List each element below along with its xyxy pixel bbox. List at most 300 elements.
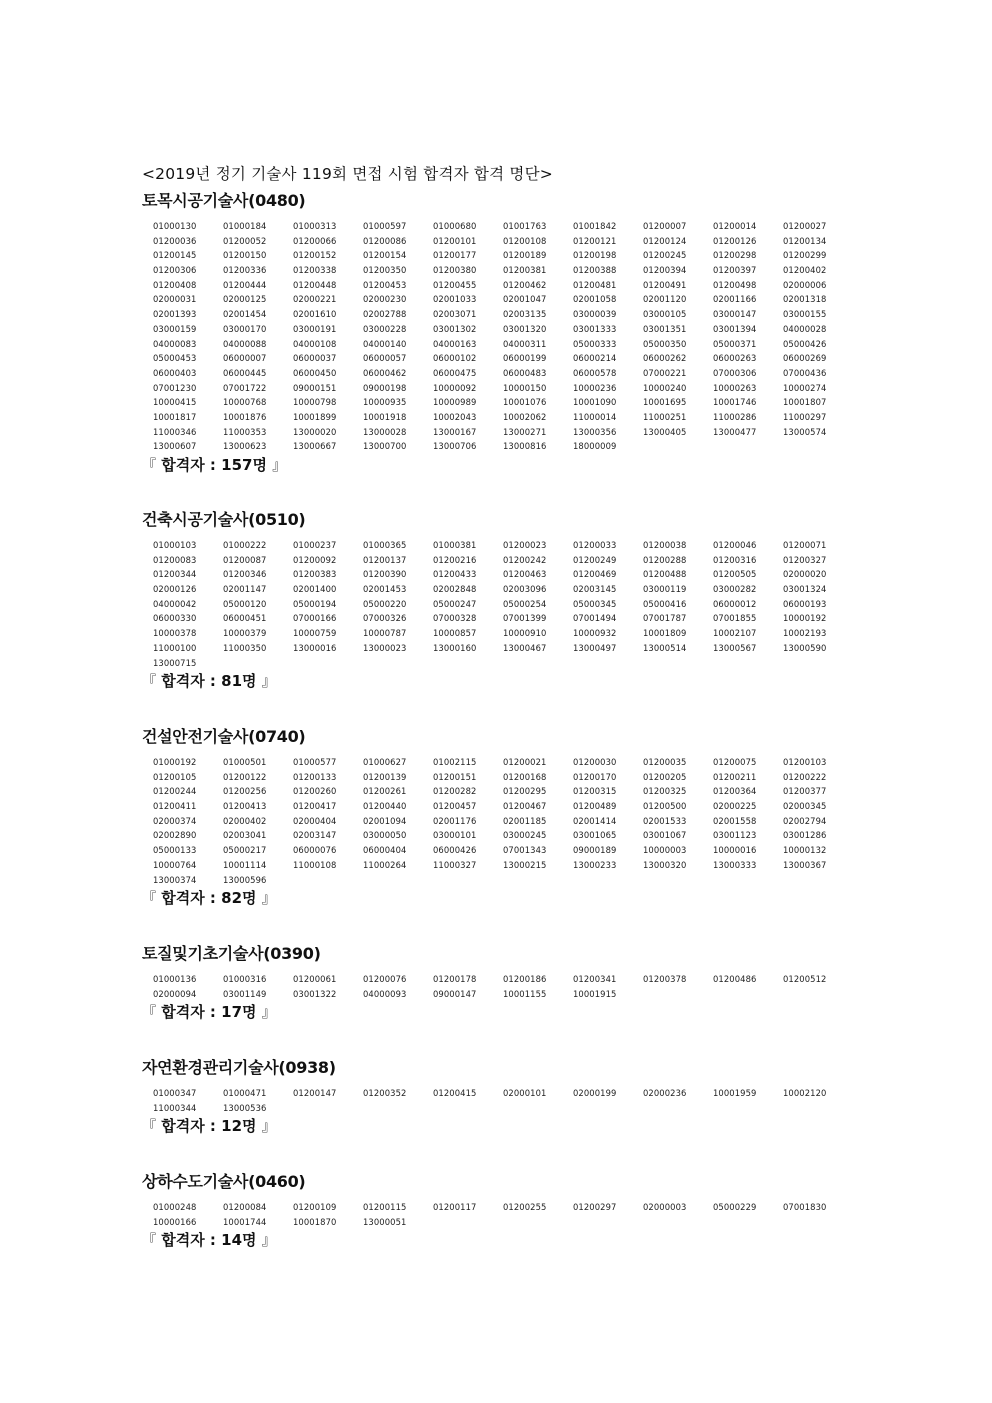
candidate-number: 01200137 xyxy=(363,554,407,565)
candidate-number: 06000483 xyxy=(503,367,547,378)
section-title: 토목시공기술사(0480) xyxy=(142,191,306,210)
candidate-number: 13000816 xyxy=(503,441,547,452)
candidate-number: 03000101 xyxy=(433,830,477,841)
candidate-number: 13000497 xyxy=(573,642,617,653)
candidate-number: 07001830 xyxy=(783,1202,827,1212)
candidate-number: 09000189 xyxy=(573,845,617,856)
candidate-number: 01200288 xyxy=(643,554,687,565)
candidate-number: 05000453 xyxy=(153,353,197,364)
section-title: 건설안전기술사(0740) xyxy=(142,727,306,746)
candidate-number: 01200147 xyxy=(293,1088,337,1098)
candidate-number: 02000345 xyxy=(783,801,827,812)
section-architecture-construction xyxy=(142,509,842,692)
candidate-number: 02001176 xyxy=(433,815,477,826)
candidate-number: 03000105 xyxy=(643,309,687,320)
candidate-number: 01200315 xyxy=(573,786,617,797)
candidate-number: 01200297 xyxy=(573,1202,617,1212)
candidate-number: 04000311 xyxy=(503,338,547,349)
candidate-number: 01200388 xyxy=(573,265,617,276)
candidate-number: 02001120 xyxy=(643,294,687,305)
candidate-number: 01200453 xyxy=(363,279,407,290)
candidate-number: 13000233 xyxy=(573,859,617,870)
candidate-number: 01000222 xyxy=(223,540,267,550)
candidate-number: 01200316 xyxy=(713,554,757,565)
candidate-number: 02001610 xyxy=(293,309,337,320)
candidate-number: 02002788 xyxy=(363,309,407,320)
candidate-number: 01200260 xyxy=(293,786,337,797)
candidate-number: 01200030 xyxy=(573,757,617,767)
candidate-number: 13000567 xyxy=(713,642,757,653)
candidate-number: 10001809 xyxy=(643,628,687,639)
candidate-number: 13000700 xyxy=(363,441,407,452)
candidate-number: 02000020 xyxy=(783,569,827,580)
candidate-number: 01200467 xyxy=(503,801,547,812)
candidate-number: 05000217 xyxy=(223,845,267,856)
candidate-number: 03001302 xyxy=(433,323,477,334)
candidate-number: 06000578 xyxy=(573,367,617,378)
candidate-number: 01200083 xyxy=(153,554,197,565)
candidate-number: 10002062 xyxy=(503,411,547,422)
candidate-number: 03001320 xyxy=(503,323,547,334)
candidate-number: 11000100 xyxy=(153,642,197,653)
candidate-number: 13000574 xyxy=(783,426,827,437)
candidate-number: 13000020 xyxy=(293,426,337,437)
candidate-number: 01200066 xyxy=(293,235,337,246)
number-list xyxy=(153,219,842,454)
candidate-number: 01200117 xyxy=(433,1202,477,1212)
candidate-number: 02000225 xyxy=(713,801,757,812)
candidate-number: 05000194 xyxy=(293,598,337,609)
candidate-number: 01200205 xyxy=(643,771,687,782)
candidate-number: 05000133 xyxy=(153,845,197,856)
candidate-number: 01000237 xyxy=(293,540,337,550)
candidate-number: 01200350 xyxy=(363,265,407,276)
candidate-number: 01200448 xyxy=(293,279,337,290)
candidate-number: 13000623 xyxy=(223,441,267,452)
candidate-number: 10000003 xyxy=(643,845,687,856)
candidate-number: 01000347 xyxy=(153,1088,197,1098)
section-title: 건축시공기술사(0510) xyxy=(142,510,306,529)
candidate-number: 01200105 xyxy=(153,771,197,782)
candidate-number: 13000023 xyxy=(363,642,407,653)
candidate-number: 10000236 xyxy=(573,382,617,393)
candidate-number: 10000150 xyxy=(503,382,547,393)
candidate-number: 06000193 xyxy=(783,598,827,609)
candidate-number: 01200394 xyxy=(643,265,687,276)
candidate-number: 07000436 xyxy=(783,367,827,378)
candidate-number: 01200101 xyxy=(433,235,477,246)
candidate-number: 10002107 xyxy=(713,628,757,639)
candidate-number: 02000199 xyxy=(573,1088,617,1098)
section-total: 『 합격자 : 82명 』 xyxy=(142,889,276,908)
candidate-number: 13000167 xyxy=(433,426,477,437)
number-list xyxy=(153,1086,842,1115)
candidate-number: 01000130 xyxy=(153,221,197,231)
candidate-number: 06000076 xyxy=(293,845,337,856)
candidate-number: 02001393 xyxy=(153,309,197,320)
candidate-number: 01200021 xyxy=(503,757,547,767)
candidate-number: 01200256 xyxy=(223,786,267,797)
candidate-number: 02001185 xyxy=(503,815,547,826)
candidate-number: 13000536 xyxy=(223,1102,267,1113)
candidate-number: 01000313 xyxy=(293,221,337,231)
candidate-number: 01200325 xyxy=(643,786,687,797)
candidate-number: 01000192 xyxy=(153,757,197,767)
candidate-number: 01200245 xyxy=(643,250,687,261)
candidate-number: 10000787 xyxy=(363,628,407,639)
candidate-number: 02000374 xyxy=(153,815,197,826)
candidate-number: 05000247 xyxy=(433,598,477,609)
candidate-number: 05000426 xyxy=(783,338,827,349)
candidate-number: 10001155 xyxy=(503,988,547,999)
section-title: 자연환경관리기술사(0938) xyxy=(142,1058,336,1077)
candidate-number: 01200086 xyxy=(363,235,407,246)
candidate-number: 06000445 xyxy=(223,367,267,378)
candidate-number: 09000198 xyxy=(363,382,407,393)
candidate-number: 01200500 xyxy=(643,801,687,812)
candidate-number: 07001399 xyxy=(503,613,547,624)
candidate-number: 02002794 xyxy=(783,815,827,826)
candidate-number: 01000577 xyxy=(293,757,337,767)
candidate-number: 10001807 xyxy=(783,397,827,408)
candidate-number: 01200390 xyxy=(363,569,407,580)
candidate-number: 11000108 xyxy=(293,859,337,870)
candidate-number: 01200092 xyxy=(293,554,337,565)
candidate-number: 13000016 xyxy=(293,642,337,653)
candidate-number: 01200178 xyxy=(433,974,477,984)
candidate-number: 01200152 xyxy=(293,250,337,261)
candidate-number: 01200242 xyxy=(503,554,547,565)
candidate-number: 07000326 xyxy=(363,613,407,624)
candidate-number: 01200415 xyxy=(433,1088,477,1098)
candidate-number: 01200177 xyxy=(433,250,477,261)
candidate-number: 03001149 xyxy=(223,988,267,999)
candidate-number: 06000037 xyxy=(293,353,337,364)
candidate-number: 13000607 xyxy=(153,441,197,452)
candidate-number: 06000269 xyxy=(783,353,827,364)
candidate-number: 11000350 xyxy=(223,642,267,653)
candidate-number: 18000009 xyxy=(573,441,617,452)
candidate-number: 01200007 xyxy=(643,221,687,231)
candidate-number: 13000514 xyxy=(643,642,687,653)
candidate-number: 01200344 xyxy=(153,569,197,580)
candidate-number: 01001842 xyxy=(573,221,617,231)
candidate-number: 01200512 xyxy=(783,974,827,984)
candidate-number: 11000014 xyxy=(573,411,617,422)
candidate-number: 01200189 xyxy=(503,250,547,261)
candidate-number: 10001114 xyxy=(223,859,267,870)
candidate-number: 07001343 xyxy=(503,845,547,856)
candidate-number: 10001959 xyxy=(713,1088,757,1098)
candidate-number: 10000857 xyxy=(433,628,477,639)
section-soil-foundation xyxy=(142,943,842,1023)
candidate-number: 01000627 xyxy=(363,757,407,767)
candidate-number: 03001324 xyxy=(783,584,827,595)
candidate-number: 01000365 xyxy=(363,540,407,550)
candidate-number: 02001453 xyxy=(363,584,407,595)
candidate-number: 01000136 xyxy=(153,974,197,984)
candidate-number: 01200027 xyxy=(783,221,827,231)
candidate-number: 01200122 xyxy=(223,771,267,782)
candidate-number: 03000159 xyxy=(153,323,197,334)
candidate-number: 10000798 xyxy=(293,397,337,408)
candidate-number: 10000263 xyxy=(713,382,757,393)
candidate-number: 01200033 xyxy=(573,540,617,550)
candidate-number: 13000356 xyxy=(573,426,617,437)
candidate-number: 03000245 xyxy=(503,830,547,841)
candidate-number: 10000935 xyxy=(363,397,407,408)
candidate-number: 10001695 xyxy=(643,397,687,408)
candidate-number: 01000597 xyxy=(363,221,407,231)
candidate-number: 02001318 xyxy=(783,294,827,305)
candidate-number: 02000126 xyxy=(153,584,197,595)
candidate-number: 01200346 xyxy=(223,569,267,580)
candidate-number: 01200417 xyxy=(293,801,337,812)
candidate-number: 04000163 xyxy=(433,338,477,349)
candidate-number: 01200488 xyxy=(643,569,687,580)
candidate-number: 01200481 xyxy=(573,279,617,290)
candidate-number: 05000350 xyxy=(643,338,687,349)
candidate-number: 03000050 xyxy=(363,830,407,841)
section-title: 상하수도기술사(0460) xyxy=(142,1172,306,1191)
candidate-number: 07000166 xyxy=(293,613,337,624)
candidate-number: 06000102 xyxy=(433,353,477,364)
candidate-number: 10002043 xyxy=(433,411,477,422)
candidate-number: 10001076 xyxy=(503,397,547,408)
candidate-number: 01200103 xyxy=(783,757,827,767)
candidate-number: 04000108 xyxy=(293,338,337,349)
candidate-number: 01200463 xyxy=(503,569,547,580)
candidate-number: 02000125 xyxy=(223,294,267,305)
candidate-number: 13000715 xyxy=(153,657,197,668)
candidate-number: 02000006 xyxy=(783,279,827,290)
candidate-number: 06000462 xyxy=(363,367,407,378)
candidate-number: 01000103 xyxy=(153,540,197,550)
candidate-number: 10000415 xyxy=(153,397,197,408)
candidate-number: 02003147 xyxy=(293,830,337,841)
candidate-number: 01001763 xyxy=(503,221,547,231)
candidate-number: 01200036 xyxy=(153,235,197,246)
candidate-number: 10000989 xyxy=(433,397,477,408)
number-list xyxy=(153,538,842,670)
candidate-number: 01000184 xyxy=(223,221,267,231)
candidate-number: 10000764 xyxy=(153,859,197,870)
candidate-number: 06000330 xyxy=(153,613,197,624)
candidate-number: 06000403 xyxy=(153,367,197,378)
candidate-number: 10000092 xyxy=(433,382,477,393)
candidate-number: 01200327 xyxy=(783,554,827,565)
candidate-number: 10002120 xyxy=(783,1088,827,1098)
candidate-number: 01200411 xyxy=(153,801,197,812)
candidate-number: 01200338 xyxy=(293,265,337,276)
candidate-number: 02003096 xyxy=(503,584,547,595)
candidate-number: 01000316 xyxy=(223,974,267,984)
candidate-number: 04000093 xyxy=(363,988,407,999)
candidate-number: 01200211 xyxy=(713,771,757,782)
candidate-number: 02001047 xyxy=(503,294,547,305)
candidate-number: 13000320 xyxy=(643,859,687,870)
candidate-number: 01200299 xyxy=(783,250,827,261)
candidate-number: 02001147 xyxy=(223,584,267,595)
candidate-number: 13000467 xyxy=(503,642,547,653)
candidate-number: 13000477 xyxy=(713,426,757,437)
candidate-number: 01200455 xyxy=(433,279,477,290)
candidate-number: 10000016 xyxy=(713,845,757,856)
candidate-number: 01200168 xyxy=(503,771,547,782)
candidate-number: 01200038 xyxy=(643,540,687,550)
section-civil-construction xyxy=(142,190,842,476)
candidate-number: 01200489 xyxy=(573,801,617,812)
candidate-number: 05000254 xyxy=(503,598,547,609)
number-list xyxy=(153,755,842,887)
candidate-number: 01200469 xyxy=(573,569,617,580)
candidate-number: 02001033 xyxy=(433,294,477,305)
candidate-number: 02000101 xyxy=(503,1088,547,1098)
candidate-number: 06000057 xyxy=(363,353,407,364)
candidate-number: 01200444 xyxy=(223,279,267,290)
candidate-number: 03001322 xyxy=(293,988,337,999)
candidate-number: 10001090 xyxy=(573,397,617,408)
candidate-number: 05000371 xyxy=(713,338,757,349)
candidate-number: 03001394 xyxy=(713,323,757,334)
candidate-number: 03001123 xyxy=(713,830,757,841)
candidate-number: 02003145 xyxy=(573,584,617,595)
candidate-number: 09000151 xyxy=(293,382,337,393)
candidate-number: 01000471 xyxy=(223,1088,267,1098)
candidate-number: 01000680 xyxy=(433,221,477,231)
candidate-number: 05000416 xyxy=(643,598,687,609)
candidate-number: 03001065 xyxy=(573,830,617,841)
candidate-number: 07000221 xyxy=(643,367,687,378)
candidate-number: 04000140 xyxy=(363,338,407,349)
candidate-number: 01200216 xyxy=(433,554,477,565)
section-construction-safety xyxy=(142,726,842,909)
candidate-number: 01200295 xyxy=(503,786,547,797)
candidate-number: 01200151 xyxy=(433,771,477,782)
candidate-number: 01200408 xyxy=(153,279,197,290)
candidate-number: 10001918 xyxy=(363,411,407,422)
candidate-number: 01200381 xyxy=(503,265,547,276)
number-list xyxy=(153,1200,842,1229)
candidate-number: 01200121 xyxy=(573,235,617,246)
candidate-number: 03000039 xyxy=(573,309,617,320)
candidate-number: 05000333 xyxy=(573,338,617,349)
candidate-number: 11000297 xyxy=(783,411,827,422)
candidate-number: 01200380 xyxy=(433,265,477,276)
candidate-number: 01000381 xyxy=(433,540,477,550)
candidate-number: 13000160 xyxy=(433,642,477,653)
candidate-number: 01200109 xyxy=(293,1202,337,1212)
candidate-number: 13000374 xyxy=(153,874,197,885)
candidate-number: 11000346 xyxy=(153,426,197,437)
candidate-number: 07001494 xyxy=(573,613,617,624)
candidate-number: 01200126 xyxy=(713,235,757,246)
candidate-number: 03001333 xyxy=(573,323,617,334)
candidate-number: 07001230 xyxy=(153,382,197,393)
candidate-number: 01200076 xyxy=(363,974,407,984)
candidate-number: 02001454 xyxy=(223,309,267,320)
candidate-number: 13000596 xyxy=(223,874,267,885)
candidate-number: 02001166 xyxy=(713,294,757,305)
candidate-number: 06000450 xyxy=(293,367,337,378)
candidate-number: 03001067 xyxy=(643,830,687,841)
candidate-number: 10000192 xyxy=(783,613,827,624)
candidate-number: 13000590 xyxy=(783,642,827,653)
candidate-number: 10000166 xyxy=(153,1216,197,1227)
candidate-number: 06000007 xyxy=(223,353,267,364)
section-title: 토질및기초기술사(0390) xyxy=(142,944,321,963)
candidate-number: 01200154 xyxy=(363,250,407,261)
candidate-number: 01200249 xyxy=(573,554,617,565)
candidate-number: 01200198 xyxy=(573,250,617,261)
candidate-number: 11000286 xyxy=(713,411,757,422)
candidate-number: 02002848 xyxy=(433,584,477,595)
candidate-number: 13000333 xyxy=(713,859,757,870)
candidate-number: 01200402 xyxy=(783,265,827,276)
candidate-number: 01200383 xyxy=(293,569,337,580)
candidate-number: 01200014 xyxy=(713,221,757,231)
candidate-number: 07000306 xyxy=(713,367,757,378)
candidate-number: 01200084 xyxy=(223,1202,267,1212)
candidate-number: 07001722 xyxy=(223,382,267,393)
candidate-number: 01000248 xyxy=(153,1202,197,1212)
section-total: 『 합격자 : 12명 』 xyxy=(142,1117,276,1136)
candidate-number: 06000426 xyxy=(433,845,477,856)
candidate-number: 01200046 xyxy=(713,540,757,550)
candidate-number: 01200115 xyxy=(363,1202,407,1212)
candidate-number: 05000220 xyxy=(363,598,407,609)
candidate-number: 07001855 xyxy=(713,613,757,624)
candidate-number: 10000378 xyxy=(153,628,197,639)
candidate-number: 01200052 xyxy=(223,235,267,246)
candidate-number: 11000353 xyxy=(223,426,267,437)
candidate-number: 01200150 xyxy=(223,250,267,261)
candidate-number: 06000214 xyxy=(573,353,617,364)
candidate-number: 10001915 xyxy=(573,988,617,999)
candidate-number: 07000328 xyxy=(433,613,477,624)
candidate-number: 01200352 xyxy=(363,1088,407,1098)
candidate-number: 13000271 xyxy=(503,426,547,437)
candidate-number: 01200505 xyxy=(713,569,757,580)
candidate-number: 04000088 xyxy=(223,338,267,349)
candidate-number: 10000379 xyxy=(223,628,267,639)
candidate-number: 10002193 xyxy=(783,628,827,639)
candidate-number: 01200075 xyxy=(713,757,757,767)
candidate-number: 01200145 xyxy=(153,250,197,261)
candidate-number: 03001351 xyxy=(643,323,687,334)
candidate-number: 10000910 xyxy=(503,628,547,639)
candidate-number: 02001414 xyxy=(573,815,617,826)
candidate-number: 01200298 xyxy=(713,250,757,261)
document-title: <2019년 정기 기술사 119회 면접 시험 합격자 합격 명단> xyxy=(142,165,553,183)
candidate-number: 01200134 xyxy=(783,235,827,246)
candidate-number: 11000264 xyxy=(363,859,407,870)
candidate-number: 10001870 xyxy=(293,1216,337,1227)
candidate-number: 04000028 xyxy=(783,323,827,334)
candidate-number: 02001533 xyxy=(643,815,687,826)
section-total: 『 합격자 : 81명 』 xyxy=(142,672,276,691)
candidate-number: 06000404 xyxy=(363,845,407,856)
candidate-number: 01200222 xyxy=(783,771,827,782)
candidate-number: 01200306 xyxy=(153,265,197,276)
candidate-number: 06000263 xyxy=(713,353,757,364)
candidate-number: 13000667 xyxy=(293,441,337,452)
candidate-number: 01200071 xyxy=(783,540,827,550)
candidate-number: 01200170 xyxy=(573,771,617,782)
candidate-number: 03000282 xyxy=(713,584,757,595)
candidate-number: 03000155 xyxy=(783,309,827,320)
section-total: 『 합격자 : 14명 』 xyxy=(142,1231,276,1250)
